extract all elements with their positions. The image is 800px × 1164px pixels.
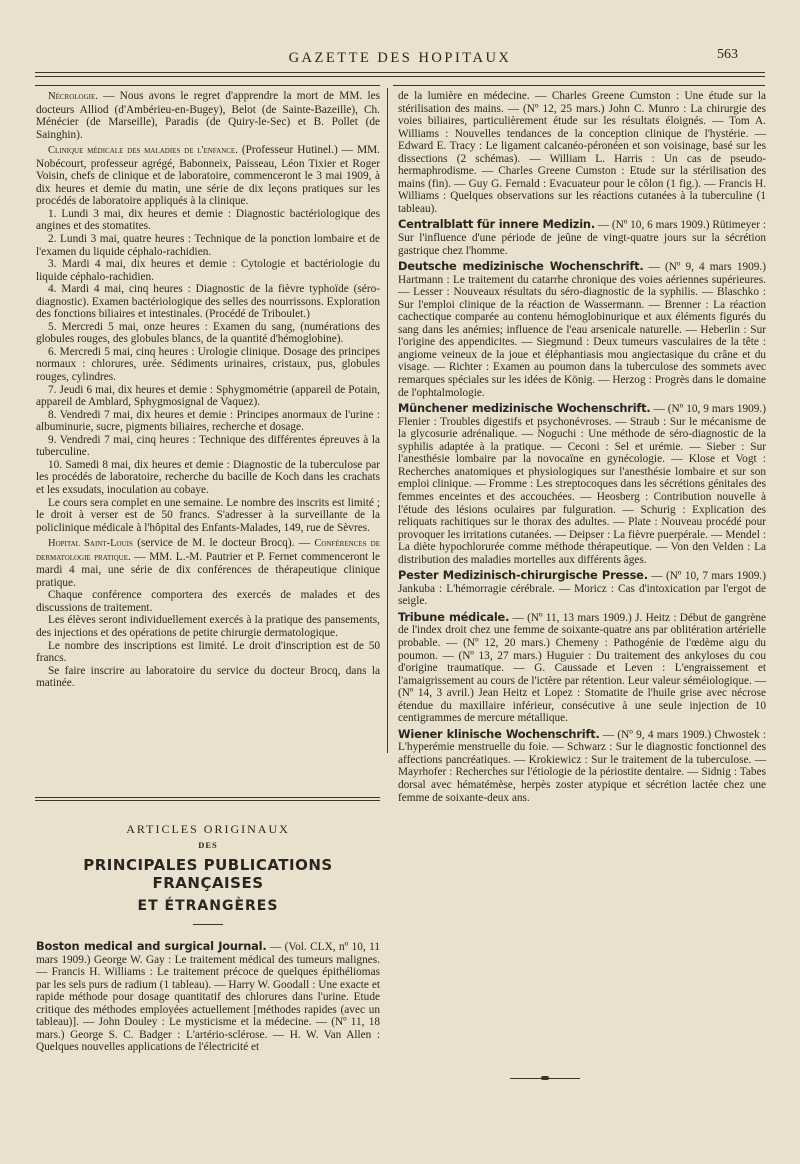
left-column — [36, 90, 380, 690]
journal-name: Centralblatt für innere Medizin. — [398, 217, 595, 232]
section-rule — [35, 797, 380, 798]
articles-heading-sub: ET ÉTRANGÈRES — [137, 898, 279, 914]
list-item: 10. Samedi 8 mai, dix heures et demie : Diagnostic de la tuberculose par les procédés de laboratoire, recherche du bacille de Koch dans les crachats et les exsudats, inoculation au cobaye. — [36, 458, 380, 496]
journal-entry — [398, 260, 766, 399]
clinique-paragraph — [36, 144, 380, 208]
right-top-rule — [393, 85, 765, 86]
list-item: 7. Jeudi 6 mai, dix heures et demie : Sphygmométrie (appareil de Potain, appareil de Amblard, Sphygmosignal de Vaquez). — [36, 383, 380, 409]
page-number: 563 — [717, 47, 738, 62]
journal-text: — (Nº 10, 9 mars 1909.) Flenier : Troubles digestifs et psychonévroses. — Straub : Sur le mécanisme de la glycosurie adrénalique. — Noguchi : Une méthode de séro-diagnostic de la syphilis adaptée à la pratique. — Ceconi : Sel et urémie. — Sieber : Sur l'anesthésie lombaire par la novocaïne en gynécologie. — Klose et Vogt : Recherches anatomiques et physiologiques sur l'anesthésie lombaire et sur son emploi clinique. — Fromme : Les streptocoques dans les sécrétions génitales des femmes enceintes et des accouchées. — Heosberg : Contribution nouvelle à l'étude des lésions oculaires par fulguration. — Schurig : Explication des reliquats rachitiques sur le thorax des adultes. — Plate : Nouveau procédé pour provoquer les irritations cutanées. — Deipser : La fièvre puerpérale. — Mendel : La diète hypochlorurée comme méthode thérapeutique. — Von den Velden : La distribution des maladies mortelles aux différents âges. — [398, 403, 767, 566]
journal-text: — (Nº 9, 4 mars 1909.) Chwostek : L'hyperémie menstruelle du foie. — Schwarz : Sur le diagnostic fonctionnel des affections pancréatiques. — Krokiewicz : Sur le traitement de la tuberculose. — Mayrhofer : Recherches sur l'étiologie de la périostite dentaire. — Sidnig : Tabes dorsal avec hématémèse, herpès zoster atypique et sécrétion lactée chez une femme de soixante-deux ans. — [398, 728, 766, 804]
journal-name: Deutsche medizinische Wochenschrift. — [398, 259, 644, 274]
journal-entry — [398, 218, 766, 257]
list-item: 1. Lundi 3 mai, dix heures et demie : Diagnostic bactériologique des angines et des stomatites. — [36, 207, 380, 233]
end-ornament — [510, 1076, 580, 1080]
saint-louis-p2: Chaque conférence comportera des exercés de malades et des discussions de traitement. — [36, 589, 380, 614]
saint-louis-p3: Les élèves seront individuellement exercés à la pratique des pansements, des injections et des opérations de petite chirurgie dermatologique. — [36, 614, 380, 639]
saint-louis-text: (service de M. le docteur Brocq). — — [132, 537, 315, 550]
boston-continued: de la lumière en médecine. — Charles Greene Cumston : Une étude sur la stérilisation des mains. — (Nº 12, 25 mars.) John C. Munro : La chirurgie des voies biliaires, particulièrement étude sur les résultats éloignés. — Tom A. Williams : Nouvelles tendances de la conception clinique de l'hystérie. — Edward E. Tracy : Le ligament calcanéo-péronéen et son voisinage, basé sur les dissections (2 schémas). — William L. Harris : Un cas de pseudo-hermaphrodisme. — Charles Greene Cumston : Etude sur la stérilisation des mains (fin). — Guy G. Fernald : Evacuateur pour le côlon (1 fig.). — Francis H. Williams : Quelques observations sur les réactions cutanées à la tuberculine (1 tableau). — [398, 90, 766, 215]
clinique-text: (Professeur Hutinel.) — MM. Nobécourt, professeur agrégé, Babonneix, Paisseau, Léon Tixier et Roger Voisin, chefs de clinique et de laboratoire, commenceront le 3 mai 1909, à dix heures et demie du matin, une série de dix leçons pratiques sur les procédés de laboratoire appliqués à la clinique. — [36, 144, 380, 208]
running-header: GAZETTE DES HOPITAUX — [288, 50, 512, 66]
journal-text: — (Nº 9, 4 mars 1909.) Hartmann : Le traitement du catarrhe chronique des voies aériennes supérieures. — Lesser : Nouveaux résultats du séro-diagnostic de la syphilis. — Blaschko : Sur l'emploi clinique de la réaction de Wassermann. — Brenner : La réaction cachectique comparée au contenu hémoglobinurique et aux éléments figurés du sang dans les anémies; influence de l'eau arsenicale naturelle. — Heberlin : Sur l'origine des appendicites. — Siegmund : Deux tumeurs vasculaires de la tête : angiome veineux de la joue et éléphantiasis mou angiectasique du crâne et du visage. — Richter : Examen au poumon dans la tuberculose des sommets avec remarques spéciales sur les idées de König. — Herzog : Progrès dans le domaine de l'ophtalmologie. — [398, 261, 766, 399]
column-divider — [387, 88, 388, 753]
necrologie-label: Nécrologie. — [48, 91, 98, 102]
journal-entry — [398, 728, 766, 804]
left-top-rule — [35, 85, 380, 86]
saint-louis-paragraph — [36, 537, 380, 589]
journal-name: Tribune médicale. — [398, 609, 510, 624]
articles-title: ARTICLES ORIGINAUX — [126, 822, 290, 836]
right-column — [398, 90, 766, 804]
header-rule-double — [35, 76, 765, 77]
saint-louis-p5: Se faire inscrire au laboratoire du service du docteur Brocq, dans la matinée. — [36, 664, 380, 690]
header-rule — [35, 72, 765, 73]
journal-name: Pester Medizinisch-chirurgische Presse. — [398, 568, 648, 583]
journal-entry — [398, 402, 766, 566]
heading-short-rule — [193, 924, 223, 925]
articles-heading-main: PRINCIPALES PUBLICATIONS FRANÇAISES — [83, 856, 333, 892]
articles-des: DES — [198, 840, 218, 850]
saint-louis-p4: Le nombre des inscriptions est limité. Le droit d'inscription est de 50 francs. — [36, 639, 380, 665]
left-column-articles — [36, 940, 380, 1054]
journal-name: Münchener medizinische Wochenschrift. — [398, 401, 651, 416]
boston-entry — [36, 940, 380, 1054]
list-item: 6. Mercredi 5 mai, cinq heures : Urologie clinique. Dosage des principes normaux : chlorures, urée. Sédiments urinaires, cristaux, pus, globules rouges, cylindres. — [36, 345, 380, 384]
necrologie-text: — Nous avons le regret d'apprendre la mort de MM. les docteurs Alliod (d'Ambérieu-en-Bugey), Belot (de Sainte-Bazeille), Ch. Ménécier (de Marseille), Paradis (de Quiry-le-Sec) et B. Pollet (de Sainghin). — [36, 90, 380, 141]
conferences-label: Conférences de dermatologie pratique. — [36, 538, 380, 563]
journal-entry — [398, 569, 766, 608]
saint-louis-label: Hopital Saint-Louis — [48, 538, 133, 550]
necrologie-paragraph — [36, 90, 380, 141]
articles-heading-block — [36, 812, 380, 935]
list-item: 8. Vendredi 7 mai, dix heures et demie : Principes anormaux de l'urine : albuminurie, sucre, pigments biliaires, recherche et dosage. — [36, 408, 380, 434]
journal-entry — [398, 611, 766, 725]
clinique-label: Clinique médicale des maladies de l'enfance. — [48, 145, 238, 157]
list-item: 4. Mardi 4 mai, cinq heures : Diagnostic de la fièvre typhoïde (séro-diagnostic). Examen bactériologique des selles des nourrissons. Exploration des fonctions biliaires et intestinales. (Procédé de Triboulet.) — [36, 283, 380, 321]
journal-text: — (Vol. CLX, nº 10, 11 mars 1909.) George W. Gay : Le traitement médical des tumeurs malignes. — Francis H. Williams : Le traitement précoce de quelques épithéliomas par les sels purs de radium (1 tableau). — Harry W. Goodall : Une exacte et rapide méthode pour dosage quantitatif des chlorures dans l'urine. Etude critique des méthodes employées actuellement [méthodes rapides (avec un tableau)]. — John Douley : Le mysticisme et la médecine. — (Nº 11, 18 mars.) George S. C. Badger : L'artério-sclérose. — H. W. Van Allen : Quelques nouvelles applications de l'électricité et — [36, 941, 381, 1054]
list-item: 9. Vendredi 7 mai, cinq heures : Technique des différentes épreuves à la tuberculine. — [36, 433, 380, 459]
journal-name: Wiener klinische Wochenschrift. — [398, 726, 600, 741]
conferences-text: — MM. L.-M. Pautrier et P. Fernet commenceront le mardi 4 mai, une série de dix conférences de thérapeutique clinique pratique. — [36, 550, 380, 589]
journal-text: — (Nº 10, 7 mars 1909.) Jankuba : L'hémorragie cérébrale. — Moricz : Cas d'intoxication par l'ergot de seigle. — [398, 570, 766, 608]
journal-name: Boston medical and surgical Journal. — [36, 939, 267, 953]
list-item: 2. Lundi 3 mai, quatre heures : Technique de la ponction lombaire et de l'examen du liquide céphalo-rachidien. — [36, 233, 380, 258]
list-item: 5. Mercredi 5 mai, onze heures : Examen du sang, (numérations des globules rouges, des globules blancs, de la quantité d'hémoglobine). — [36, 320, 380, 346]
journal-text: — (Nº 10, 6 mars 1909.) Rütimeyer : Sur l'influence d'une période de jeûne de vingt-quatre jours sur la sécrétion gastrique chez l'homme. — [398, 219, 767, 257]
list-item: 3. Mardi 4 mai, dix heures et demie : Cytologie et bactériologie du liquide céphalo-rachidien. — [36, 258, 380, 283]
clinique-closing: Le cours sera complet en une semaine. Le nombre des inscrits est limité ; le droit à verser est de 50 francs. S'adresser à la surveillante de la policlinique médicale à l'hôpital des Enfants-Malades, 149, rue de Sèvres. — [36, 496, 380, 534]
journal-text: — (Nº 11, 13 mars 1909.) J. Heitz : Début de gangrène de l'index droit chez une femme de soixante-quatre ans par oblitération artérielle probable. — (Nº 12, 20 mars.) Chemeny : Pathogénie de l'œdème aigu du poumon. — (Nº 13, 27 mars.) Huguier : Du traitement des ankyloses du cou d'origine traumatique. — G. Caussade et Leven : L'engraissement et l'amaigrissement au cours de l'ictère par rétention. Leur valeur séméiologique. — (Nº 14, 3 avril.) Jean Heitz et Lopez : Stomatite de l'huile grise avec nécrose étendue du maxillaire inférieur, consécutive à une seule injection de 10 centigrammes de mercure métallique. — [398, 611, 766, 725]
section-rule-double — [35, 800, 380, 801]
